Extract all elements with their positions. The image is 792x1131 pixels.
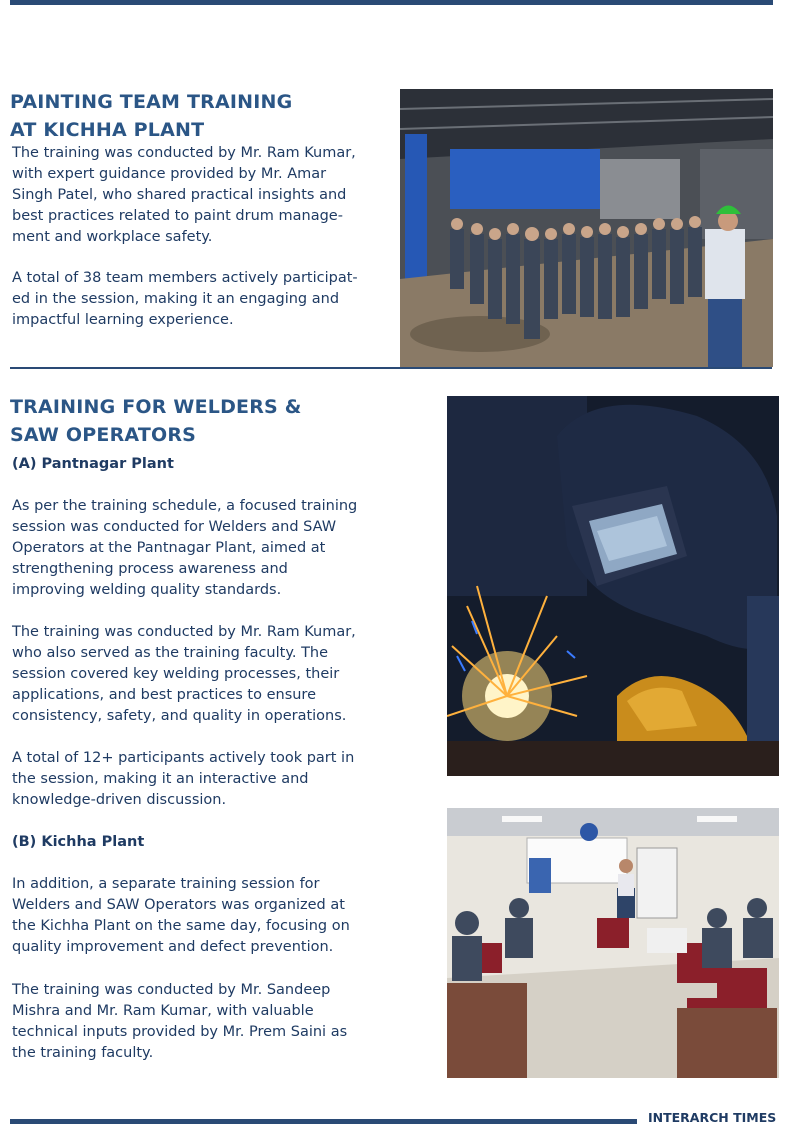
painting-team-photo	[400, 89, 773, 367]
welding-photo	[447, 396, 779, 776]
pantnagar-paragraph-3: A total of 12+ participants actively took part in the session, making it an interactive and knowledge-driven discussion.	[12, 750, 355, 808]
subheading-kichha: (B) Kichha Plant	[12, 834, 145, 850]
classroom-photo	[447, 808, 779, 1078]
top-rule	[10, 0, 773, 5]
pantnagar-paragraph-1: As per the training schedule, a focused training session was conducted for Welders and SAW Operators at the Pantnagar Plant, aimed at strengthening process awareness and improving welding quality standards.	[12, 498, 358, 598]
section-divider	[10, 367, 772, 369]
section-heading-painting: PAINTING TEAM TRAINING AT KICHHA PLANT	[10, 91, 293, 141]
subheading-pantnagar: (A) Pantnagar Plant	[12, 456, 174, 472]
kichha-paragraph-1: In addition, a separate training session for Welders and SAW Operators was organized at the Kichha Plant on the same day, focusing on quality improvement and defect prevention.	[12, 876, 350, 955]
kichha-paragraph-2: The training was conducted by Mr. Sandeep Mishra and Mr. Ram Kumar, with valuable technical inputs provided by Mr. Prem Saini as the training faculty.	[12, 982, 348, 1061]
section-heading-welders: TRAINING FOR WELDERS & SAW OPERATORS	[10, 396, 302, 446]
pantnagar-paragraph-2: The training was conducted by Mr. Ram Kumar, who also served as the training faculty. The session covered key welding processes, their applications, and best practices to ensure consistency, safety, and quality in operations.	[12, 624, 356, 724]
painting-paragraph-1: The training was conducted by Mr. Ram Kumar, with expert guidance provided by Mr. Amar Singh Patel, who shared practical insights and best practices related to paint drum manage- ment and workplace safety.	[12, 145, 356, 245]
footer-rule	[10, 1119, 637, 1124]
painting-paragraph-2: A total of 38 team members actively participat- ed in the session, making it an engaging and impactful learning experience.	[12, 270, 358, 328]
footer-brand: INTERARCH TIMES	[648, 1110, 777, 1125]
